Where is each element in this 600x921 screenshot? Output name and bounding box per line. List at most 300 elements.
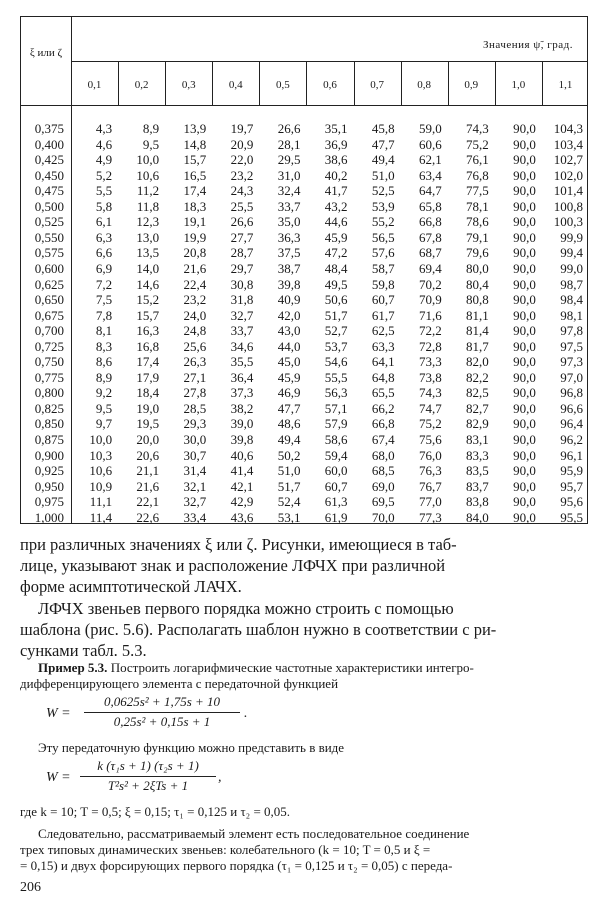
table-cell: 90,0 bbox=[513, 245, 536, 261]
table-cell: 60,7 bbox=[371, 292, 395, 308]
table-cell: 48,4 bbox=[324, 260, 348, 276]
table-cell: 54,6 bbox=[324, 354, 348, 370]
table-row bbox=[21, 354, 589, 370]
table-cell: 42,1 bbox=[230, 478, 254, 494]
table-cell: 44,0 bbox=[277, 338, 301, 354]
table-cell: 9,5 bbox=[142, 136, 160, 152]
table-cell: 37,3 bbox=[230, 385, 254, 401]
table-cell: 74,3 bbox=[466, 121, 489, 136]
table-cell: 13,9 bbox=[183, 121, 207, 136]
table-cell: 8,3 bbox=[95, 338, 113, 354]
table-horizontal-rule bbox=[71, 61, 587, 62]
row-key-cell: 0,625 bbox=[34, 276, 64, 292]
table-row bbox=[21, 308, 589, 324]
table-cell: 78,1 bbox=[466, 198, 489, 214]
row-key-cell: 0,600 bbox=[34, 260, 64, 276]
table-cell: 76,3 bbox=[418, 463, 442, 479]
table-cell: 58,7 bbox=[371, 260, 395, 276]
table-cell: 29,7 bbox=[230, 260, 254, 276]
table-cell: 59,4 bbox=[324, 447, 348, 463]
table-cell: 40,2 bbox=[324, 167, 348, 183]
table-cell: 73,3 bbox=[418, 354, 442, 370]
row-key-cell: 0,750 bbox=[34, 354, 64, 370]
table-row bbox=[21, 416, 589, 432]
row-key-cell: 0,500 bbox=[34, 198, 64, 214]
table-cell: 90,0 bbox=[513, 183, 536, 199]
table-cell: 48,6 bbox=[277, 416, 301, 432]
example-label: Пример 5.3. bbox=[38, 660, 108, 675]
table-cell: 45,9 bbox=[277, 369, 301, 385]
table-cell: 15,2 bbox=[136, 292, 160, 308]
table-cell: 76,7 bbox=[418, 478, 442, 494]
table-cell: 47,7 bbox=[371, 136, 395, 152]
table-cell: 90,0 bbox=[513, 509, 536, 525]
table-row bbox=[21, 323, 589, 339]
table-cell: 39,8 bbox=[230, 432, 254, 447]
table-row bbox=[21, 277, 589, 293]
row-key-cell: 0,575 bbox=[34, 245, 64, 261]
row-key-cell: 0,800 bbox=[34, 385, 64, 401]
table-cell: 35,5 bbox=[230, 354, 254, 370]
table-row bbox=[21, 137, 589, 153]
row-key-cell: 0,950 bbox=[34, 478, 64, 494]
table-cell: 14,6 bbox=[136, 276, 160, 292]
table-cell: 75,2 bbox=[466, 136, 489, 152]
table-cell: 17,4 bbox=[136, 354, 160, 370]
table-cell: 21,6 bbox=[183, 260, 207, 276]
table-cell: 58,6 bbox=[324, 432, 348, 447]
table-cell: 53,1 bbox=[277, 509, 301, 525]
table-cell: 74,3 bbox=[418, 385, 442, 401]
table-cell: 60,7 bbox=[324, 478, 348, 494]
table-cell: 35,0 bbox=[277, 214, 301, 230]
table-cell: 63,4 bbox=[418, 167, 442, 183]
column-header: 0,5 bbox=[276, 79, 290, 91]
table-row bbox=[21, 245, 589, 261]
formula-1-numerator: 0,0625s² + 1,75s + 10 bbox=[103, 694, 221, 709]
formula-1-lhs: W = bbox=[46, 706, 71, 721]
table-cell: 78,6 bbox=[466, 214, 489, 230]
table-cell: 36,3 bbox=[277, 229, 301, 245]
row-key-cell: 0,775 bbox=[34, 369, 64, 385]
table-cell: 6,1 bbox=[95, 214, 113, 230]
final-paragraph bbox=[20, 826, 586, 874]
row-key-cell: 0,650 bbox=[34, 292, 64, 308]
table-cell: 10,0 bbox=[89, 432, 113, 447]
table-cell: 90,0 bbox=[513, 121, 536, 136]
table-cell: 4,6 bbox=[95, 136, 113, 152]
table-cell: 90,0 bbox=[513, 167, 536, 183]
table-cell: 45,9 bbox=[324, 229, 348, 245]
table-cell: 36,4 bbox=[230, 369, 254, 385]
table-cell: 90,0 bbox=[513, 152, 536, 168]
table-cell: 71,6 bbox=[418, 307, 442, 323]
table-row bbox=[21, 510, 589, 526]
table-cell: 28,7 bbox=[230, 245, 254, 261]
table-cell: 77,5 bbox=[466, 183, 489, 199]
example-block bbox=[20, 660, 586, 692]
table-cell: 102,0 bbox=[553, 167, 583, 183]
row-key-cell: 0,975 bbox=[34, 494, 64, 510]
example-line-2: дифференцирующего элемента с передаточной функцией bbox=[20, 676, 339, 691]
table-cell: 6,3 bbox=[95, 229, 113, 245]
table-cell: 90,0 bbox=[513, 214, 536, 230]
data-table bbox=[20, 16, 588, 524]
table-cell: 5,8 bbox=[95, 198, 113, 214]
table-cell: 15,7 bbox=[183, 152, 207, 168]
column-header: 0,4 bbox=[228, 79, 243, 91]
table-cell: 17,9 bbox=[136, 369, 160, 385]
table-cell: 7,8 bbox=[95, 307, 113, 323]
paragraph-1 bbox=[20, 534, 586, 597]
table-cell: 66,8 bbox=[418, 214, 442, 230]
table-cell: 70,9 bbox=[418, 292, 442, 308]
table-cell: 27,7 bbox=[230, 229, 254, 245]
table-cell: 18,3 bbox=[183, 198, 207, 214]
example-text-1: Построить логарифмические частотные характеристики интегро- bbox=[110, 660, 474, 675]
table-cell: 51,0 bbox=[371, 167, 395, 183]
table-cell: 22,0 bbox=[230, 152, 254, 168]
table-cell: 31,0 bbox=[277, 167, 301, 183]
table-row bbox=[21, 479, 589, 495]
formula-2-lhs: W = bbox=[46, 770, 71, 785]
table-cell: 96,2 bbox=[560, 432, 583, 447]
table-cell: 26,6 bbox=[277, 121, 301, 136]
table-cell: 19,9 bbox=[183, 229, 207, 245]
table-row bbox=[21, 463, 589, 479]
table-cell: 90,0 bbox=[513, 198, 536, 214]
row-key-cell: 0,900 bbox=[34, 447, 64, 463]
table-cell: 76,0 bbox=[418, 447, 442, 463]
table-cell: 68,0 bbox=[371, 447, 395, 463]
table-row bbox=[21, 385, 589, 401]
table-cell: 52,7 bbox=[324, 323, 348, 339]
table-cell: 35,1 bbox=[324, 121, 348, 136]
table-cell: 83,8 bbox=[466, 494, 489, 510]
table-cell: 20,6 bbox=[136, 447, 160, 463]
table-cell: 61,9 bbox=[324, 509, 348, 525]
row-key-cell: 1,000 bbox=[34, 509, 64, 525]
table-cell: 9,2 bbox=[95, 385, 113, 401]
table-row bbox=[21, 432, 589, 448]
table-cell: 39,8 bbox=[277, 276, 301, 292]
table-cell: 83,7 bbox=[466, 478, 489, 494]
table-cell: 11,8 bbox=[136, 198, 160, 214]
table-cell: 36,9 bbox=[324, 136, 348, 152]
table-cell: 40,9 bbox=[277, 292, 301, 308]
table-cell: 64,8 bbox=[371, 369, 395, 385]
column-header: 0,3 bbox=[181, 79, 196, 91]
table-cell: 82,7 bbox=[466, 400, 489, 416]
table-cell: 25,5 bbox=[230, 198, 254, 214]
table-cell: 41,4 bbox=[230, 463, 254, 479]
row-key-cell: 0,925 bbox=[34, 463, 64, 479]
table-cell: 82,9 bbox=[466, 416, 489, 432]
table-cell: 99,0 bbox=[560, 260, 583, 276]
table-cell: 101,4 bbox=[553, 183, 583, 199]
table-cell: 83,3 bbox=[466, 447, 489, 463]
table-cell: 21,6 bbox=[136, 478, 160, 494]
table-cell: 34,6 bbox=[230, 338, 254, 354]
table-cell: 75,2 bbox=[418, 416, 442, 432]
table-cell: 38,2 bbox=[230, 400, 254, 416]
table-cell: 61,3 bbox=[324, 494, 348, 510]
table-cell: 38,7 bbox=[277, 260, 301, 276]
table-cell: 14,8 bbox=[183, 136, 207, 152]
table-row bbox=[21, 214, 589, 230]
table-cell: 42,9 bbox=[230, 494, 254, 510]
table-cell: 10,6 bbox=[89, 463, 113, 479]
table-cell: 97,5 bbox=[560, 338, 583, 354]
table-row bbox=[21, 199, 589, 215]
paragraph-2-line-2: шаблона (рис. 5.6). Располагать шаблон нужно в соответствии с ри- bbox=[20, 620, 497, 639]
formula-2-denominator: T²s² + 2ξTs + 1 bbox=[107, 778, 189, 793]
table-cell: 59,0 bbox=[418, 121, 442, 136]
table-cell: 19,0 bbox=[136, 400, 160, 416]
table-cell: 53,9 bbox=[371, 198, 395, 214]
table-cell: 11,2 bbox=[136, 183, 160, 199]
table-cell: 95,9 bbox=[560, 463, 583, 479]
table-cell: 97,0 bbox=[560, 369, 583, 385]
column-header: 0,6 bbox=[323, 79, 337, 91]
table-cell: 80,8 bbox=[466, 292, 489, 308]
table-cell: 63,3 bbox=[371, 338, 395, 354]
column-header: 1,0 bbox=[511, 79, 526, 91]
final-line-2: трех типовых динамических звеньев: колебательного (k = 10; T = 0,5 и ξ = bbox=[20, 842, 431, 857]
table-cell: 13,0 bbox=[136, 229, 160, 245]
table-cell: 20,0 bbox=[136, 432, 160, 447]
table-cell: 51,0 bbox=[277, 463, 301, 479]
table-cell: 26,6 bbox=[230, 214, 254, 230]
table-cell: 49,5 bbox=[324, 276, 348, 292]
table-row bbox=[21, 339, 589, 355]
table-cell: 27,1 bbox=[183, 369, 207, 385]
table-cell: 51,7 bbox=[324, 307, 348, 323]
table-cell: 96,1 bbox=[560, 447, 583, 463]
table-cell: 56,3 bbox=[324, 385, 348, 401]
table-cell: 90,0 bbox=[513, 400, 536, 416]
table-cell: 41,7 bbox=[324, 183, 348, 199]
table-cell: 25,6 bbox=[183, 338, 207, 354]
table-cell: 22,4 bbox=[183, 276, 207, 292]
table-cell: 95,7 bbox=[560, 478, 583, 494]
table-row bbox=[21, 401, 589, 417]
row-header: ξ или ζ bbox=[29, 47, 63, 59]
table-row bbox=[21, 448, 589, 464]
table-cell: 74,7 bbox=[418, 400, 442, 416]
table-cell: 38,6 bbox=[324, 152, 348, 168]
row-key-cell: 0,700 bbox=[34, 323, 64, 339]
row-key-cell: 0,375 bbox=[34, 121, 64, 136]
table-cell: 4,3 bbox=[95, 121, 113, 136]
table-cell: 90,0 bbox=[513, 260, 536, 276]
table-cell: 20,9 bbox=[230, 136, 254, 152]
table-cell: 51,7 bbox=[277, 478, 301, 494]
formula-2-fraction-bar bbox=[80, 776, 216, 777]
table-cell: 32,7 bbox=[183, 494, 207, 510]
table-cell: 32,4 bbox=[277, 183, 301, 199]
table-cell: 90,0 bbox=[513, 323, 536, 339]
table-cell: 47,2 bbox=[324, 245, 348, 261]
row-key-cell: 0,400 bbox=[34, 136, 64, 152]
table-cell: 69,0 bbox=[371, 478, 395, 494]
table-cell: 90,0 bbox=[513, 447, 536, 463]
example-line-1 bbox=[20, 660, 586, 676]
table-cell: 22,1 bbox=[136, 494, 160, 510]
row-key-cell: 0,825 bbox=[34, 400, 64, 416]
table-cell: 83,1 bbox=[466, 432, 489, 447]
table-title: Значения ψ̃, град. bbox=[483, 39, 573, 51]
table-cell: 49,4 bbox=[371, 152, 395, 168]
column-header: 0,7 bbox=[370, 79, 384, 91]
table-cell: 32,7 bbox=[230, 307, 254, 323]
table-cell: 5,2 bbox=[95, 167, 113, 183]
transition-text: Эту передаточную функцию можно представить в виде bbox=[38, 740, 345, 755]
table-cell: 100,8 bbox=[553, 198, 583, 214]
formula-1-fraction-bar bbox=[84, 712, 240, 713]
row-key-cell: 0,450 bbox=[34, 167, 64, 183]
paragraph-2-line-1: ЛФЧХ звеньев первого порядка можно строить с помощью bbox=[38, 599, 454, 618]
column-header: 0,2 bbox=[134, 79, 149, 91]
table-cell: 73,8 bbox=[418, 369, 442, 385]
table-cell: 82,0 bbox=[466, 354, 489, 370]
table-cell: 66,8 bbox=[371, 416, 395, 432]
paragraph-1-line-1: при различных значениях ξ или ζ. Рисунки, имеющиеся в таб- bbox=[20, 535, 457, 554]
table-cell: 96,8 bbox=[560, 385, 583, 401]
table-cell: 66,2 bbox=[371, 400, 395, 416]
table-cell: 27,8 bbox=[183, 385, 207, 401]
table-cell: 80,0 bbox=[466, 260, 489, 276]
table-cell: 99,4 bbox=[560, 245, 583, 261]
table-cell: 17,4 bbox=[183, 183, 207, 199]
table-cell: 75,6 bbox=[418, 432, 442, 447]
table-cell: 90,0 bbox=[513, 432, 536, 447]
table-cell: 97,8 bbox=[560, 323, 583, 339]
column-header: 1,1 bbox=[558, 79, 573, 91]
table-cell: 81,7 bbox=[466, 338, 489, 354]
table-cell: 10,9 bbox=[89, 478, 113, 494]
table-cell: 56,5 bbox=[371, 229, 395, 245]
table-row bbox=[21, 494, 589, 510]
table-cell: 16,5 bbox=[183, 167, 207, 183]
table-cell: 90,0 bbox=[513, 354, 536, 370]
table-cell: 20,8 bbox=[183, 245, 207, 261]
table-cell: 10,0 bbox=[136, 152, 160, 168]
paragraph-1-line-3: форме асимптотической ЛАЧХ. bbox=[20, 577, 242, 596]
table-cell: 6,6 bbox=[95, 245, 113, 261]
table-cell: 44,6 bbox=[324, 214, 348, 230]
table-cell: 31,8 bbox=[230, 292, 254, 308]
table-cell: 69,4 bbox=[418, 260, 442, 276]
table-cell: 99,9 bbox=[560, 229, 583, 245]
final-line-3: = 0,15) и двух форсирующих первого порядка (τ₁ = 0,125 и τ₂ = 0,05) с переда- bbox=[20, 858, 453, 873]
table-cell: 24,0 bbox=[183, 307, 207, 323]
row-key-cell: 0,850 bbox=[34, 416, 64, 432]
table-cell: 37,5 bbox=[277, 245, 301, 261]
table-cell: 76,1 bbox=[466, 152, 489, 168]
table-cell: 96,4 bbox=[560, 416, 583, 432]
table-cell: 90,0 bbox=[513, 369, 536, 385]
table-cell: 52,4 bbox=[277, 494, 301, 510]
table-cell: 43,0 bbox=[277, 323, 301, 339]
formula-1-denominator: 0,25s² + 0,15s + 1 bbox=[113, 714, 211, 729]
table-cell: 90,0 bbox=[513, 494, 536, 510]
table-cell: 81,1 bbox=[466, 307, 489, 323]
table-cell: 95,5 bbox=[560, 509, 583, 525]
table-cell: 90,0 bbox=[513, 385, 536, 401]
table-row bbox=[21, 261, 589, 277]
table-cell: 28,1 bbox=[277, 136, 301, 152]
table-cell: 39,0 bbox=[230, 416, 254, 432]
table-cell: 5,5 bbox=[95, 183, 113, 199]
table-row bbox=[21, 230, 589, 246]
row-key-cell: 0,525 bbox=[34, 214, 64, 230]
table-cell: 55,2 bbox=[371, 214, 395, 230]
table-row bbox=[21, 152, 589, 168]
table-cell: 90,0 bbox=[513, 292, 536, 308]
table-cell: 97,3 bbox=[560, 354, 583, 370]
table-cell: 45,0 bbox=[277, 354, 301, 370]
table-cell: 11,4 bbox=[89, 509, 113, 525]
table-cell: 57,1 bbox=[324, 400, 348, 416]
table-cell: 40,6 bbox=[230, 447, 254, 463]
table-cell: 12,3 bbox=[136, 214, 160, 230]
table-row bbox=[21, 292, 589, 308]
table-cell: 98,4 bbox=[560, 292, 583, 308]
table-cell: 98,7 bbox=[560, 276, 583, 292]
table-cell: 50,6 bbox=[324, 292, 348, 308]
formula-2-numerator: k (τ₁s + 1) (τ₂s + 1) bbox=[97, 758, 199, 773]
table-cell: 68,7 bbox=[418, 245, 442, 261]
table-cell: 90,0 bbox=[513, 307, 536, 323]
table-cell: 23,2 bbox=[183, 292, 207, 308]
final-line-1: Следовательно, рассматриваемый элемент есть последовательное соединение bbox=[38, 826, 470, 841]
table-cell: 96,6 bbox=[560, 400, 583, 416]
table-cell: 103,4 bbox=[553, 136, 583, 152]
table-cell: 13,5 bbox=[136, 245, 160, 261]
table-cell: 26,3 bbox=[183, 354, 207, 370]
table-cell: 81,4 bbox=[466, 323, 489, 339]
table-cell: 33,7 bbox=[230, 323, 254, 339]
table-cell: 49,4 bbox=[277, 432, 301, 447]
table-cell: 90,0 bbox=[513, 229, 536, 245]
table-cell: 47,7 bbox=[277, 400, 301, 416]
table-cell: 33,4 bbox=[183, 509, 207, 525]
row-key-cell: 0,725 bbox=[34, 338, 64, 354]
table-cell: 104,3 bbox=[553, 121, 583, 136]
table-cell: 59,8 bbox=[371, 276, 395, 292]
table-cell: 90,0 bbox=[513, 463, 536, 479]
table-cell: 8,9 bbox=[95, 369, 113, 385]
table-cell: 19,5 bbox=[136, 416, 160, 432]
table-cell: 42,0 bbox=[277, 307, 301, 323]
table-cell: 28,5 bbox=[183, 400, 207, 416]
table-cell: 62,5 bbox=[371, 323, 395, 339]
row-key-cell: 0,425 bbox=[34, 152, 64, 168]
table-cell: 16,8 bbox=[136, 338, 160, 354]
table-row bbox=[21, 370, 589, 386]
table-cell: 32,1 bbox=[183, 478, 207, 494]
table-cell: 62,1 bbox=[418, 152, 442, 168]
table-cell: 7,5 bbox=[95, 292, 113, 308]
table-cell: 10,3 bbox=[89, 447, 113, 463]
table-cell: 23,2 bbox=[230, 167, 254, 183]
table-cell: 19,7 bbox=[230, 121, 254, 136]
table-cell: 90,0 bbox=[513, 416, 536, 432]
formula-2-end: , bbox=[218, 770, 222, 785]
table-cell: 11,1 bbox=[89, 494, 113, 510]
table-cell: 57,9 bbox=[324, 416, 348, 432]
